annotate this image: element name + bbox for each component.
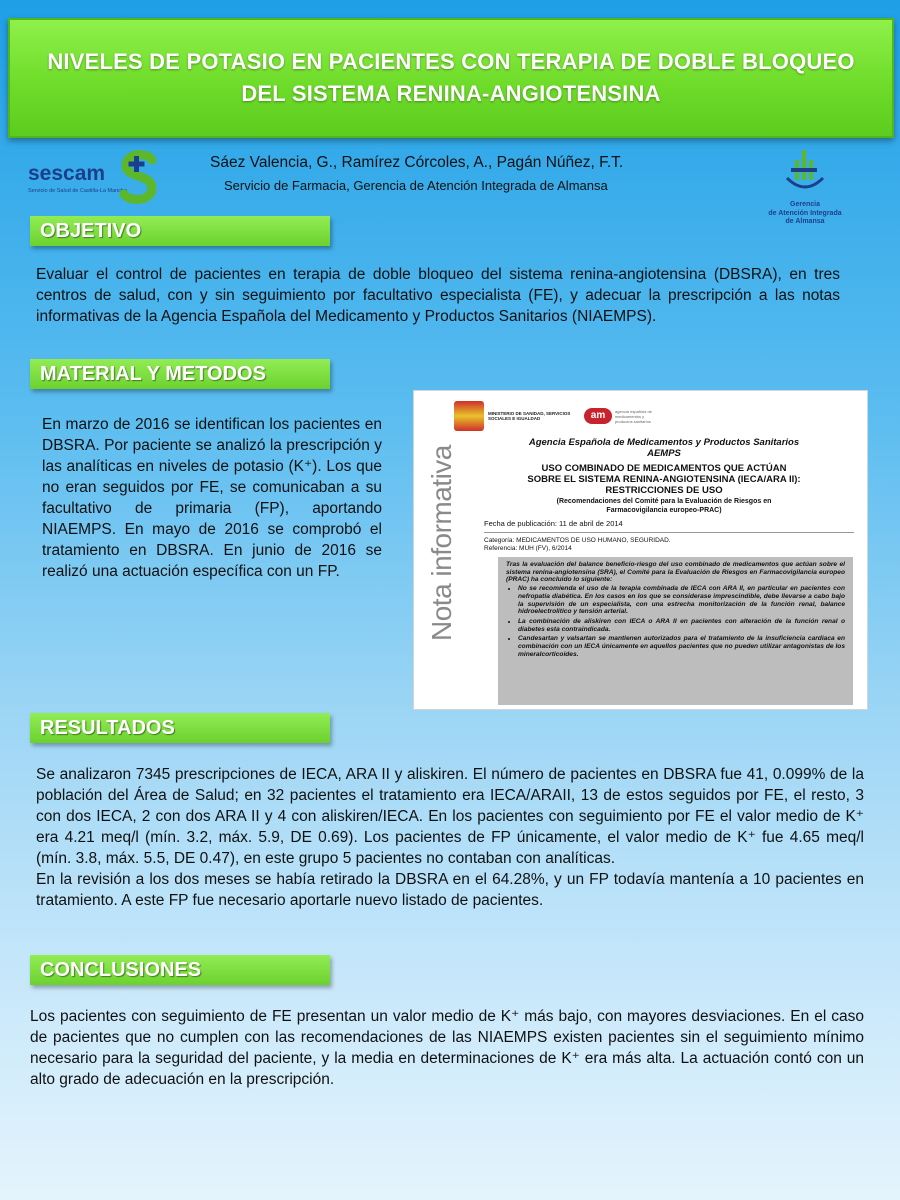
notice-date: Fecha de publicación: 11 de abril de 2014: [484, 519, 623, 528]
section-heading-conclusiones: CONCLUSIONES: [30, 955, 330, 985]
notice-subtitle: (Recomendaciones del Comité para la Evaluación de Riesgos en Farmacovigilancia europeo-PRAC): [556, 498, 772, 514]
aemps-notice-image: [413, 390, 868, 710]
ministry-name: MINISTERIO DE SANIDAD, SERVICIOS SOCIALES E IGUALDAD: [488, 411, 571, 421]
gerencia-logo: Gerencia de Atención Integrada de Almansa: [760, 148, 850, 227]
notice-bullet: • No se recomienda el uso de la terapia combinada de IECA con ARA II, en particular en pacientes con nefropatía diabética. En los casos en los que se considerase imprescindible, debe llevarse a cabo bajo la supervisión de un especialista, con una estrecha monitorización de la función renal, balance hidroelectrolítico y tensión arterial.: [518, 585, 845, 616]
poster-title: NIVELES DE POTASIO EN PACIENTES CON TERAPIA DE DOBLE BLOQUEO DEL SISTEMA RENINA-ANGIOTENSINA: [47, 49, 855, 106]
objetivo-text: Evaluar el control de pacientes en terapia de doble bloqueo del sistema renina-angiotensina (DBSRA), en tres centros de salud, con y sin seguimiento por facultativo especialista (FE), y adecuar la prescripción a las notas informativas de la Agencia Española del Medicamento y Productos Sanitarios (NIAEMPS).: [36, 266, 840, 325]
sescam-subtitle: Servicio de Salud de Castilla-La Mancha: [28, 188, 128, 194]
gerencia-emblem-icon: [783, 148, 827, 194]
notice-bullet: • La combinación de aliskiren con IECA o ARA II en pacientes con alteración de la función renal o diabetes esta contraindicada.: [518, 618, 845, 633]
notice-title: USO COMBINADO DE MEDICAMENTOS QUE ACTÚAN SOBRE EL SISTEMA RENINA-ANGIOTENSINA (IECA/ARA II): RESTRICCIONES DE USO: [527, 463, 801, 496]
divider: [484, 532, 854, 533]
resultados-text: Se analizaron 7345 prescripciones de IECA, ARA II y aliskiren. El número de pacientes en DBSRA fue 41, 0.099% de la población del Área de Salud; en 32 pacientes el tratamiento era IECA/ARAII, 13 de estos seguidos por FE, el resto, 3 con dos IECA, 2 con dos ARA II y 4 con aliskiren/IECA. En los pacientes con seguimiento por FE el valor medio de K⁺ era 4.21 meq/l (mín. 3.2, máx. 5.9, DE 0.69). Los pacientes de FP únicamente, el valor medio de K⁺ fue 4.65 meq/l (mín. 3.8, máx. 5.5, DE 0.47), en este grupo 5 pacientes no contaban con analíticas. En la revisión a los dos meses se había retirado la DBSRA en el 64.28%, y un FP todavía mantenía a 10 pacientes en tratamiento. A este FP fue necesario aportarle nuevo listado de pacientes.: [36, 766, 864, 909]
spain-crest-icon: [454, 401, 484, 431]
metodos-text: En marzo de 2016 se identifican los pacientes en DBSRA. Por paciente se analizó la prescripción y las analíticas en niveles de potasio (K⁺). Los que no eran seguidos por FE, se comunicaban a su facultativo de primaria (FP), aportando NIAEMPS. En mayo de 2016 se comprobó el tratamiento en DBSRA. En junio de 2016 se realizó una actuación específica con un FP.: [42, 416, 382, 580]
nota-informativa-label: Nota informativa: [426, 445, 457, 641]
aemps-logo-icon: am: [584, 408, 612, 424]
sescam-logo: [28, 150, 168, 206]
conclusiones-text: Los pacientes con seguimiento de FE presentan un valor medio de K⁺ más bajo, con mayores desviaciones. En el caso de pacientes que no cumplen con las recomendaciones de las NIAEMPS existen pacientes sin el seguimiento mínimo necesario para la seguridad del paciente, y la media en determinaciones de K⁺ era más alta. La actuación contó con un alto grado de adecuación en la prescripción.: [30, 1008, 864, 1088]
notice-category: Categoría: MEDICAMENTOS DE USO HUMANO, SEGURIDAD. Referencia: MUH (FV), 6/2014: [484, 537, 671, 552]
section-heading-objetivo: OBJETIVO: [30, 216, 330, 246]
poster-title-banner: [8, 18, 894, 138]
notice-agency: Agencia Española de Medicamentos y Productos Sanitarios AEMPS: [528, 437, 800, 459]
section-heading-resultados: RESULTADOS: [30, 713, 330, 743]
notice-bullet: • Candesartan y valsartan se mantienen autorizados para el tratamiento de la insuficiencia cardiaca en combinación con un IECA únicamente en aquellos pacientes que no pueden utilizar antagonistas de los mineralcorticoides.: [518, 635, 845, 658]
sescam-s-icon: [118, 150, 162, 204]
authors: Sáez Valencia, G., Ramírez Córcoles, A., Pagán Núñez, F.T.: [210, 154, 624, 171]
notice-summary-box: Tras la evaluación del balance beneficio-riesgo del uso combinado de medicamentos que actúan sobre el sistema renina-angiotensina (SRA), el Comité para la Evaluación de Riesgos en Farmacovigilancia europeo (PRAC) ha concluido lo siguiente: • No se recomienda el uso de la terapia combinada de IECA con ARA II, en particular en pacientes con nefropatía diabética. En los casos en los que se considerase imprescindible, debe llevarse a cabo bajo la supervisión de un especialista, con una estrecha monitorización de la función renal, balance hidroelectrolítico y tensión arterial. • La combinación de aliskiren con IECA o ARA II en pacientes con alteración de la función renal o diabetes esta contraindicada. • Candesartan y valsartan se mantienen autorizados para el tratamiento de la insuficiencia cardiaca en combinación con un IECA únicamente en aquellos pacientes que no pueden utilizar antagonistas de los mineralcorticoides.: [498, 557, 853, 705]
notice-logos: MINISTERIO DE SANIDAD, SERVICIOS SOCIALES E IGUALDAD am agencia española de medicamentos y productos sanitarios: [454, 399, 655, 433]
affiliation: Servicio de Farmacia, Gerencia de Atención Integrada de Almansa: [224, 178, 608, 193]
section-heading-metodos: MATERIAL Y METODOS: [30, 359, 330, 389]
sescam-brand: sescam: [28, 162, 106, 185]
